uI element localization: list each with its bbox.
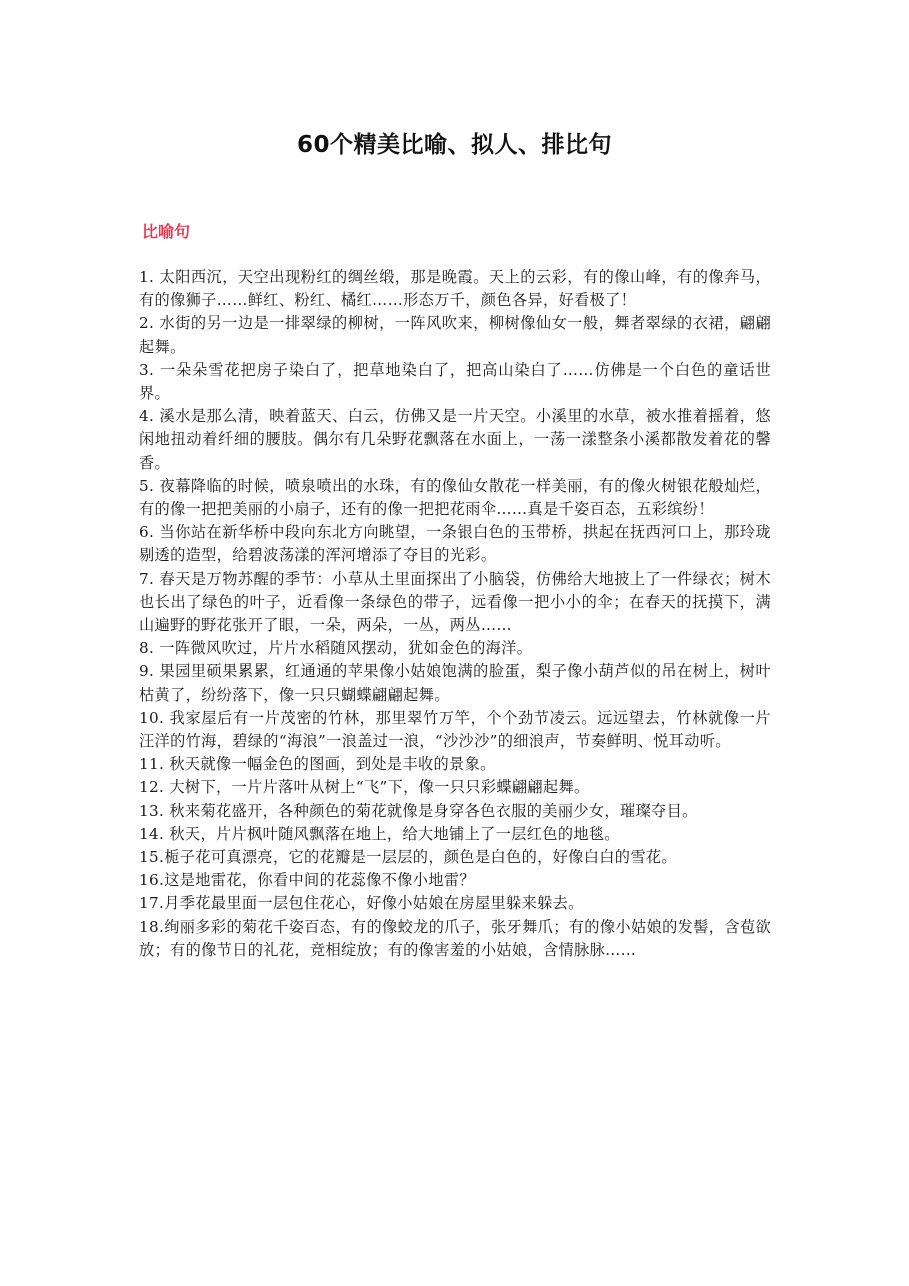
page-title: 60个精美比喻、拟人、排比句 xyxy=(296,132,612,158)
paragraph-item: 17.月季花最里面一层包住花心，好像小姑娘在房屋里躲来躲去。 xyxy=(139,894,584,913)
paragraph-item: 5. 夜幕降临的时候，喷泉喷出的水珠，有的像仙女散花一样美丽，有的像火树银花般灿烂，有的像一把把美丽的小扇子，还有的像一把把花雨伞……真是千姿百态，五彩缤纷！ xyxy=(139,476,771,519)
paragraph-item: 14. 秋天，片片枫叶随风飘落在地上，给大地铺上了一层红色的地毯。 xyxy=(139,824,620,843)
paragraph-list xyxy=(139,266,771,962)
paragraph-item: 18.绚丽多彩的菊花千姿百态，有的像蛟龙的爪子，张牙舞爪；有的像小姑娘的发髻，含苞欲放；有的像节日的礼花，竞相绽放；有的像害羞的小姑娘，含情脉脉…… xyxy=(139,917,771,959)
paragraph-item: 15.栀子花可真漂亮，它的花瓣是一层层的，颜色是白色的，好像白白的雪花。 xyxy=(139,848,677,867)
paragraph-item: 11. 秋天就像一幅金色的图画，到处是丰收的景象。 xyxy=(139,755,496,774)
paragraph-item: 9. 果园里硕果累累，红通通的苹果像小姑娘饱满的脸蛋，梨子像小葫芦似的吊在树上，树叶枯黄了，纷纷落下，像一只只蝴蝶翩翩起舞。 xyxy=(139,662,771,704)
paragraph-item: 6. 当你站在新华桥中段向东北方向眺望，一条银白色的玉带桥，拱起在抚西河口上，那玲珑剔透的造型，给碧波荡漾的浑河增添了夺目的光彩。 xyxy=(139,523,771,565)
paragraph-item: 8. 一阵微风吹过，片片水稻随风摆动，犹如金色的海洋。 xyxy=(139,639,533,658)
paragraph-item: 2. 水街的另一边是一排翠绿的柳树，一阵风吹来，柳树像仙女一般，舞者翠绿的衣裙，翩翩起舞。 xyxy=(139,314,771,356)
paragraph-item: 1. 太阳西沉，天空出现粉红的绸丝缎，那是晚霞。天上的云彩，有的像山峰，有的像奔马，有的像狮子……鲜红、粉红、橘红……形态万千，颜色各异，好看极了！ xyxy=(139,268,771,310)
paragraph-item: 16.这是地雷花，你看中间的花蕊像不像小地雷？ xyxy=(139,871,475,890)
section-heading-simile: 比喻句 xyxy=(142,222,191,241)
paragraph-item: 13. 秋来菊花盛开，各种颜色的菊花就像是身穿各色衣服的美丽少女，璀璨夺目。 xyxy=(139,801,698,820)
paragraph-item: 10. 我家屋后有一片茂密的竹林，那里翠竹万竿，个个劲节凌云。远远望去，竹林就像一片汪洋的竹海，碧绿的“海浪”一浪盖过一浪，“沙沙沙”的细浪声，节奏鲜明、悦耳动听。 xyxy=(139,708,771,751)
paragraph-item: 3. 一朵朵雪花把房子染白了，把草地染白了，把高山染白了……仿佛是一个白色的童话世界。 xyxy=(139,360,771,403)
paragraph-item: 4. 溪水是那么清，映着蓝天、白云，仿佛又是一片天空。小溪里的水草，被水推着摇着，悠闲地扭动着纤细的腰肢。偶尔有几朵野花飘落在水面上，一荡一漾整条小溪都散发着花的馨香。 xyxy=(139,407,771,472)
paragraph-item: 12. 大树下，一片片落叶从树上“飞”下，像一只只彩蝶翩翩起舞。 xyxy=(139,778,590,797)
paragraph-item: 7. 春天是万物苏醒的季节：小草从土里面探出了小脑袋，仿佛给大地披上了一件绿衣；树木也长出了绿色的叶子，近看像一条绿色的带子，远看像一把小小的伞；在春天的抚摸下，满山遍野的野花张开了眼，一朵，两朵，一丛，两丛…… xyxy=(139,569,771,635)
